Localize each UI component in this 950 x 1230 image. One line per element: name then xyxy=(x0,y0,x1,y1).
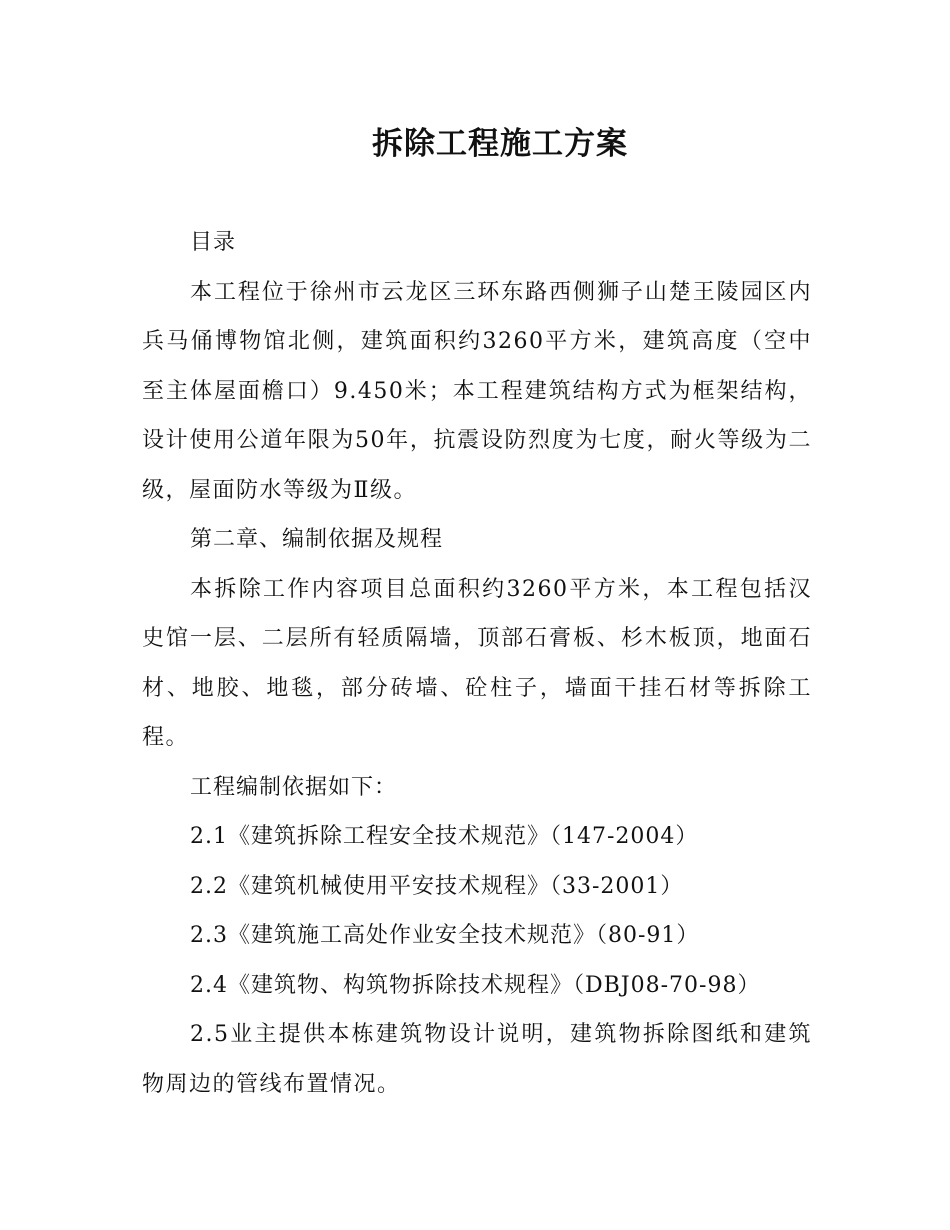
document-body xyxy=(142,218,812,1109)
chapter-two-heading: 第二章、编制依据及规程 xyxy=(190,527,444,552)
basis-item-2-4: 2.4《建筑物、构筑物拆除技术规程》（DBJ08-70-98） xyxy=(190,972,761,998)
basis-item-2-1: 2.1《建筑拆除工程安全技术规范》（147-2004） xyxy=(190,824,699,849)
demolition-scope-paragraph: 本拆除工作内容项目总面积约3260平方米，本工程包括汉史馆一层、二层所有轻质隔墙，顶部石膏板、杉木板顶，地面石材、地胶、地毯，部分砖墙、砼柱子，墙面干挂石材等拆除工程。 xyxy=(142,576,812,750)
toc-heading: 目录 xyxy=(190,230,237,255)
basis-item-2-2: 2.2《建筑机械使用平安技术规程》（33-2001） xyxy=(190,873,684,899)
basis-item-2-5: 2.5业主提供本栋建筑物设计说明，建筑物拆除图纸和建筑物周边的管线布置情况。 xyxy=(142,1022,812,1097)
basis-intro-paragraph: 工程编制依据如下： xyxy=(190,774,398,800)
basis-item-2-3: 2.3《建筑施工高处作业安全技术规范》（80-91） xyxy=(190,923,700,948)
document-title: 拆除工程施工方案 xyxy=(372,126,628,162)
project-overview-paragraph: 本工程位于徐州市云龙区三环东路西侧狮子山楚王陵园区内兵马俑博物馆北侧，建筑面积约3260平方米，建筑高度（空中至主体屋面檐口）9.450米；本工程建筑结构方式为框架结构，设计使用公道年限为50年，抗震设防烈度为七度，耐火等级为二级，屋面防水等级为Ⅱ级。 xyxy=(142,279,812,503)
